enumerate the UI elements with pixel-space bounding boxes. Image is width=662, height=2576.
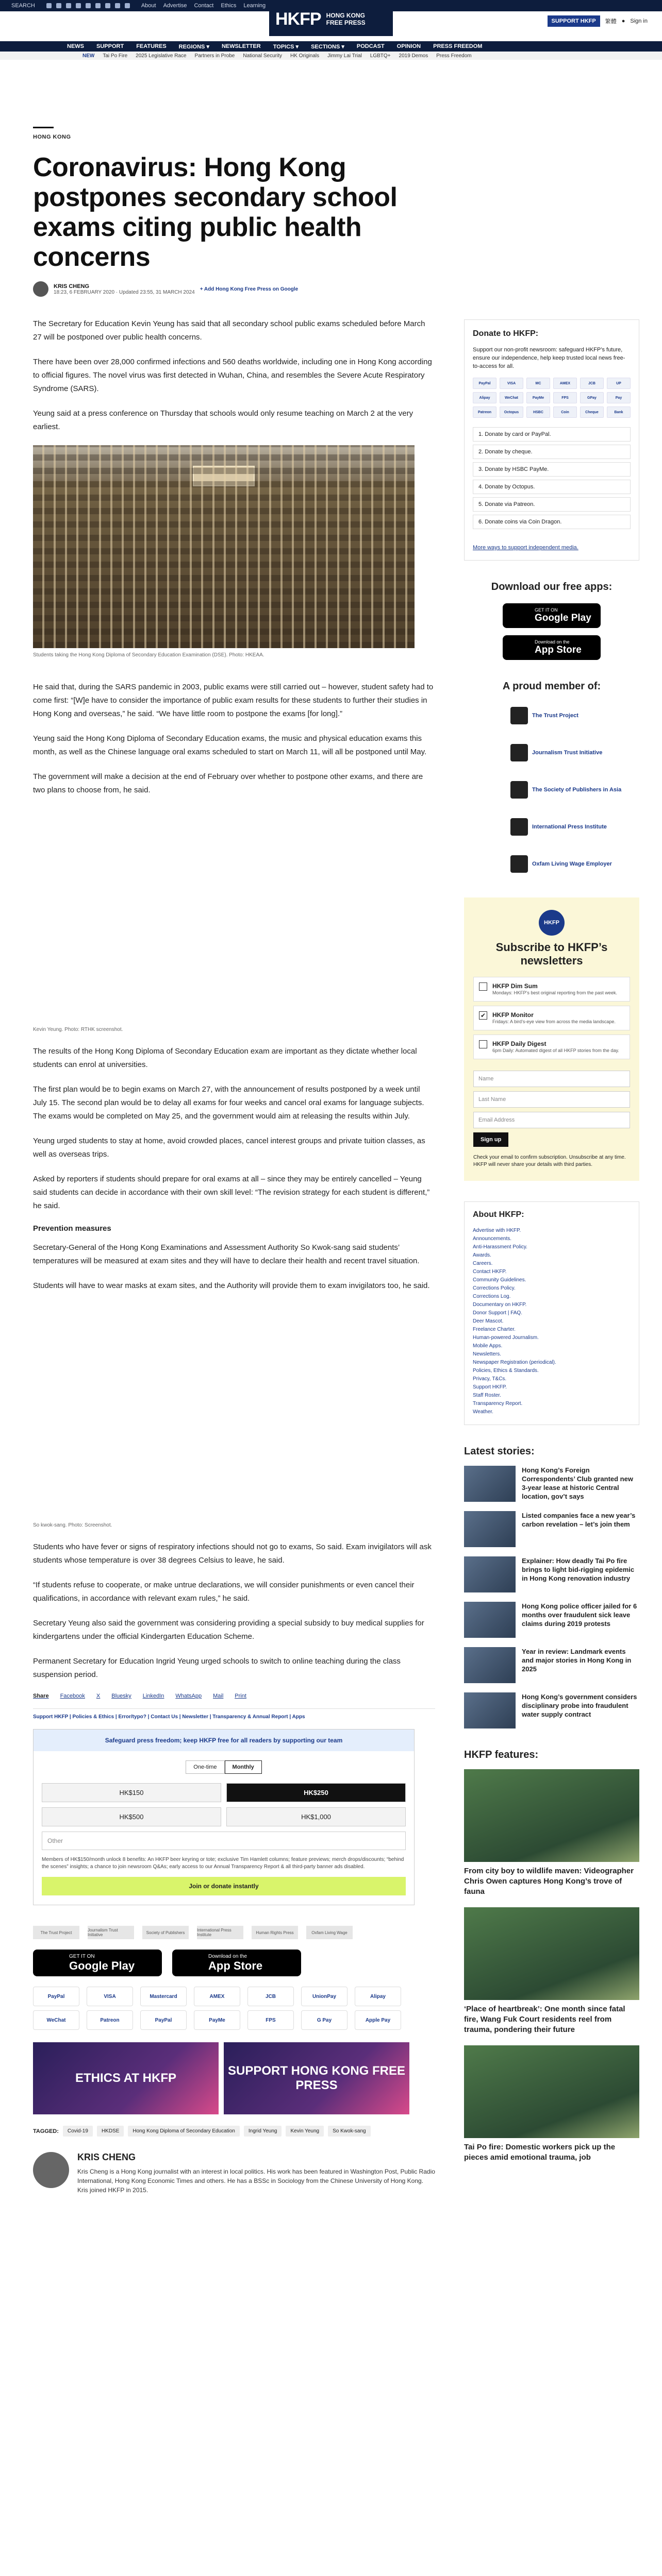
article-title: Coronavirus: Hong Kong postpones secondary school exams citing public health concerns <box>33 152 398 272</box>
payment-logo[interactable]: WeChat <box>33 2010 79 2030</box>
nav-item[interactable]: OPINION <box>396 43 421 49</box>
hkfp-badge: HKFP <box>539 910 565 936</box>
newsletter-note: Check your email to confirm subscription. Unsubscribe at any time. HKFP will never share your details with third parties. <box>473 1155 626 1167</box>
card-logo: PayPal <box>473 378 496 389</box>
payment-logo[interactable]: VISA <box>87 1987 133 2006</box>
badge-small: GET IT ON <box>535 607 558 613</box>
newsletter-option[interactable] <box>473 1035 630 1059</box>
last-name-input[interactable]: Last Name <box>473 1091 630 1108</box>
story-headline[interactable]: Listed companies face a new year’s carbon revelation – let’s join them <box>522 1512 636 1528</box>
bluesky-icon[interactable] <box>125 3 130 8</box>
paragraph: “If students refuse to cooperate, or make untrue declarations, we will consider punishments or even cancel their qualifications, in accordance with relevant exam rules,” he said. <box>33 1581 415 1603</box>
card-logo: AMEX <box>553 378 577 389</box>
author-box-name[interactable]: KRIS CHENG <box>77 2152 136 2162</box>
donation-method[interactable]: 3. Donate by HSBC PayMe. <box>473 462 631 477</box>
member-item[interactable] <box>510 703 639 728</box>
badge-big: Google Play <box>535 613 591 623</box>
payment-logo[interactable]: G Pay <box>301 2010 347 2030</box>
tag[interactable]: So Kwok-sang <box>328 2126 370 2137</box>
amount-option[interactable]: HK$150 <box>42 1783 221 1802</box>
jti-icon <box>510 744 528 761</box>
paragraph: He said that, during the SARS pandemic in 2003, public exams were still carried out – however, student safety had to come first: “[W]e have to consider the importance of public exam results for these students to further their studies in Hong Kong and overseas,” he said. “We have little room to postpone the exams [for long].” <box>33 683 434 718</box>
about-box <box>464 1201 639 1425</box>
badge-big: App Store <box>208 1959 263 1972</box>
amount-options <box>42 1783 406 1826</box>
paragraph: The Secretary for Education Kevin Yeung has said that all secondary school public exams scheduled before March 27 will be postponed over public health concerns. <box>33 319 425 342</box>
about-link[interactable]: Corrections Policy. <box>473 1285 516 1291</box>
story-thumbnail <box>464 1692 516 1728</box>
badge-small: Download on the <box>535 639 570 645</box>
share-label: Share <box>33 1693 49 1699</box>
nav-item[interactable]: PODCAST <box>356 43 385 49</box>
payment-logo[interactable]: Patreon <box>87 2010 133 2030</box>
about-link[interactable]: Policies, Ethics & Standards. <box>473 1368 539 1374</box>
donation-method[interactable]: 5. Donate via Patreon. <box>473 497 631 512</box>
member-item[interactable] <box>510 814 639 840</box>
about-link[interactable]: Contact HKFP. <box>473 1269 507 1275</box>
badge-big: App Store <box>535 645 582 655</box>
about-link[interactable]: Documentary on HKFP. <box>473 1302 527 1308</box>
paragraph: Asked by reporters if students should prepare for oral exams at all – since they may be entirely cancelled – Yeung said students can decide in accordance with their own skill level: “The revision strategy for each student is different,” he said. <box>33 1175 430 1210</box>
utility-link[interactable]: Contact <box>194 3 214 9</box>
member-list <box>464 703 639 877</box>
ethics-banner[interactable]: ETHICS AT HKFP <box>33 2042 219 2114</box>
paragraph: Yeung said the Hong Kong Diploma of Secondary Education exams, the music and physical education exams this month, as well as the Chinese language oral exams scheduled to start on March 11, will all be postponed until May. <box>33 734 427 756</box>
latest-story[interactable] <box>464 1466 639 1502</box>
author-avatar <box>33 281 48 297</box>
member-logo[interactable]: Society of Publishers <box>142 1926 189 1939</box>
member-logo[interactable]: Journalism Trust Initiative <box>88 1926 134 1939</box>
paragraph: The first plan would be to begin exams on March 27, with the announcement of results postponed by a week until July 15. The second plan would be to delay all exams for four weeks and cancel oral exams for language subjects. The exams would be completed on May 25, and the government would aim at releasing the results within July. <box>33 1085 424 1121</box>
app-store-button[interactable] <box>503 635 601 660</box>
membership-logos-row <box>33 1926 435 1939</box>
about-links <box>473 1227 631 1416</box>
telegram-icon[interactable] <box>115 3 120 8</box>
checkbox[interactable]: ✔ <box>479 1011 487 1020</box>
oxfam-icon <box>510 855 528 873</box>
paragraph: Yeung said at a press conference on Thursday that schools would only resume teaching on March 2 at the very earliest. <box>33 409 413 431</box>
feature-image <box>464 2045 639 2138</box>
member-name: The Society of Publishers in Asia <box>532 787 622 793</box>
support-button[interactable]: SUPPORT HKFP <box>548 15 600 27</box>
nav-item[interactable]: NEWSLETTER <box>221 43 261 49</box>
card-logo: Pay <box>607 392 631 403</box>
share-bluesky[interactable]: Bluesky <box>111 1693 131 1699</box>
share-x[interactable]: X <box>96 1693 101 1699</box>
share-facebook[interactable]: Facebook <box>60 1693 85 1699</box>
amount-option[interactable]: HK$500 <box>42 1807 221 1826</box>
whatsapp-icon[interactable] <box>105 3 110 8</box>
card-logo: VISA <box>500 378 523 389</box>
member-name: International Press Institute <box>532 824 607 830</box>
more-ways-link[interactable]: More ways to support independent media. <box>473 545 578 551</box>
nav-item[interactable]: SECTIONS ▾ <box>311 43 344 50</box>
payment-logo[interactable]: UnionPay <box>301 1987 347 2006</box>
member-logo[interactable]: Human Rights Press <box>252 1926 298 1939</box>
linkedin-icon[interactable] <box>86 3 91 8</box>
share-whatsapp[interactable]: WhatsApp <box>175 1693 202 1699</box>
option-desc: Mondays: HKFP’s best original reporting from the past week. <box>492 990 617 995</box>
payment-logo[interactable]: AMEX <box>194 1987 240 2006</box>
checkbox[interactable] <box>479 982 487 991</box>
payment-logo[interactable]: FPS <box>247 2010 294 2030</box>
payment-logo[interactable]: PayPal <box>33 1987 79 2006</box>
trending-link[interactable]: HK Originals <box>290 53 320 59</box>
site-logo[interactable] <box>269 2 393 36</box>
embed-caption: So kwok-sang. Photo: Screenshot. <box>33 1522 112 1528</box>
paragraph: Secretary Yeung also said the government was considering providing a special subsidy to buy medical supplies for kindergartens under the official Kindergarten Education Scheme. <box>33 1619 424 1641</box>
feature-headline[interactable]: From city boy to wildlife maven: Videographer Chris Owen captures Hong Kong’s trove of fauna <box>464 1867 634 1896</box>
paragraph: There have been over 28,000 confirmed infections and 560 deaths worldwide, including one in Hong Kong according to official figures. The novel virus was first detected in Wuhan, China, and resembles the Severe Acute Respiratory Syndrome (SARS). <box>33 358 432 393</box>
newsletter-option[interactable] <box>473 1006 630 1030</box>
member-item[interactable] <box>510 851 639 877</box>
article-column <box>33 134 435 2195</box>
payment-cards <box>473 378 631 418</box>
story-headline[interactable]: Hong Kong’s government considers disciplinary probe into fraudulent water supply contract <box>522 1693 637 1718</box>
donate-title: Donate to HKFP: <box>473 329 539 338</box>
feature-item[interactable] <box>464 1769 639 1897</box>
member-logo[interactable]: International Press Institute <box>197 1926 243 1939</box>
paragraph: Students will have to wear masks at exam sites, and the Authority will provide them to exam invigilators too, he said. <box>33 1281 430 1290</box>
story-thumbnail <box>464 1556 516 1592</box>
utility-link[interactable]: Ethics <box>221 3 237 9</box>
trending-link[interactable]: Jimmy Lai Trial <box>327 53 362 59</box>
donation-method[interactable]: 1. Donate by card or PayPal. <box>473 427 631 442</box>
trust-project-icon <box>510 707 528 724</box>
email-input[interactable]: Email Address <box>473 1112 630 1128</box>
about-link[interactable]: Advertise with HKFP. <box>473 1228 521 1233</box>
instagram-icon[interactable] <box>66 3 71 8</box>
trending-link[interactable]: Partners in Probe <box>194 53 235 59</box>
feature-item[interactable] <box>464 2045 639 2163</box>
badge-small: Download on the <box>208 1953 247 1959</box>
newsletter-title: Subscribe to HKFP’s newsletters <box>495 941 608 967</box>
badge-small: GET IT ON <box>69 1953 95 1959</box>
story-headline[interactable]: Explainer: How deadly Tai Po fire brings to light bid-rigging epidemic in Hong Kong renovation industry <box>522 1557 635 1582</box>
video-embed-placeholder[interactable] <box>33 1304 415 1520</box>
logo-line2: FREE PRESS <box>326 19 366 26</box>
story-thumbnail <box>464 1647 516 1683</box>
amount-option[interactable]: HK$250 <box>226 1783 406 1802</box>
trending-link[interactable]: National Security <box>243 53 282 59</box>
photo-caption: Students taking the Hong Kong Diploma of Secondary Education Examination (DSE). Photo: HKEAA. <box>33 652 264 658</box>
app-download-row <box>33 1950 435 1976</box>
about-link[interactable]: Staff Roster. <box>473 1393 501 1398</box>
paragraph: Yeung urged students to stay at home, avoid crowded places, cancel interest groups and private tuition classes, as well as overseas trips. <box>33 1137 425 1159</box>
x-icon[interactable] <box>46 3 52 8</box>
donation-methods <box>473 427 631 529</box>
about-link[interactable]: Deer Mascot. <box>473 1318 504 1324</box>
option-title: HKFP Daily Digest <box>492 1040 547 1047</box>
app-store-button[interactable] <box>172 1950 301 1976</box>
member-item[interactable] <box>510 740 639 766</box>
video-embed-placeholder[interactable] <box>33 808 415 1025</box>
card-logo: MC <box>526 378 550 389</box>
signup-button[interactable]: Sign up <box>473 1132 508 1147</box>
option-desc: Fridays: A bird’s-eye view from across the media landscape. <box>492 1019 616 1024</box>
freq-one-time[interactable]: One-time <box>186 1760 224 1774</box>
main-nav <box>0 41 662 52</box>
tag[interactable]: Ingrid Yeung <box>244 2126 282 2137</box>
share-bar <box>33 1693 435 1699</box>
signin-link[interactable]: Sign in <box>630 18 648 24</box>
author-bio: Kris Cheng is a Hong Kong journalist with an interest in local politics. His work has been featured in Washington Post, Public Radio International, Hong Kong Economic Times and others. He has a BSSc in Sociology from the Chinese University of Hong Kong. Kris joined HKFP in 2015. <box>77 2168 435 2194</box>
nav-item[interactable]: PRESS FREEDOM <box>433 43 483 49</box>
donation-method[interactable]: 6. Donate coins via Coin Dragon. <box>473 515 631 529</box>
payment-logo[interactable]: Apple Pay <box>355 2010 401 2030</box>
about-link[interactable]: Weather. <box>473 1409 493 1415</box>
about-link[interactable]: Announcements. <box>473 1236 512 1242</box>
member-name: Journalism Trust Initiative <box>532 750 603 756</box>
card-logo: Octopus <box>500 406 523 418</box>
author-box <box>33 2152 435 2195</box>
card-logo: PayMe <box>526 392 550 403</box>
about-link[interactable]: Privacy, T&Cs. <box>473 1376 507 1382</box>
card-logo: Alipay <box>473 392 496 403</box>
exam-hall-photo <box>33 445 415 648</box>
google-play-button[interactable] <box>503 603 601 628</box>
feature-headline[interactable]: Tai Po fire: Domestic workers pick up the pieces amid emotional trauma, job <box>464 2143 616 2162</box>
option-title: HKFP Monitor <box>492 1011 534 1019</box>
about-link[interactable]: Transparency Report. <box>473 1401 523 1406</box>
latest-title: Latest stories: <box>464 1446 535 1457</box>
feature-image <box>464 1769 639 1862</box>
option-title: HKFP Dim Sum <box>492 982 538 990</box>
utility-link[interactable]: About <box>141 3 156 9</box>
ipi-icon <box>510 818 528 836</box>
card-logo: GPay <box>580 392 604 403</box>
card-logo: FPS <box>553 392 577 403</box>
trending-bar <box>0 52 662 60</box>
checkbox[interactable] <box>479 1040 487 1048</box>
payment-logo[interactable]: JCB <box>247 1987 294 2006</box>
donation-widget <box>33 1729 415 1905</box>
share-linkedin[interactable]: LinkedIn <box>142 1693 164 1699</box>
about-link[interactable]: Support HKFP. <box>473 1384 507 1390</box>
trending-link[interactable]: 2025 Legislative Race <box>136 53 187 59</box>
tag[interactable]: Covid-19 <box>63 2126 93 2137</box>
tag[interactable]: Hong Kong Diploma of Secondary Education <box>128 2126 239 2137</box>
new-badge: NEW <box>82 53 95 59</box>
feature-item[interactable] <box>464 1907 639 2035</box>
story-thumbnail <box>464 1511 516 1547</box>
donate-text: Support our non-profit newsroom: safeguard HKFP’s future, ensure our independence, help keep trusted local news free-to-access for all. <box>473 347 625 369</box>
amount-option[interactable]: HK$1,000 <box>226 1807 406 1826</box>
about-link[interactable]: Mobile Apps. <box>473 1343 503 1349</box>
name-input[interactable]: Name <box>473 1071 630 1087</box>
share-mail[interactable]: Mail <box>213 1693 224 1699</box>
member-logo[interactable]: Oxfam Living Wage <box>306 1926 353 1939</box>
card-logo: Coin <box>553 406 577 418</box>
publish-date: 18:23, 6 FEBRUARY 2020 · Updated 23:55, 31 MARCH 2024 <box>54 289 195 295</box>
article-category[interactable]: HONG KONG <box>33 134 435 140</box>
trending-link[interactable]: Press Freedom <box>436 53 472 59</box>
about-link[interactable]: Human-powered Journalism. <box>473 1335 539 1341</box>
google-play-button[interactable] <box>33 1950 162 1976</box>
latest-story[interactable] <box>464 1556 639 1592</box>
about-link[interactable]: Newspaper Registration (periodical). <box>473 1360 556 1365</box>
facebook-icon[interactable] <box>56 3 61 8</box>
nav-item[interactable]: SUPPORT <box>96 43 124 49</box>
article-tags <box>33 2126 435 2137</box>
features-title: HKFP features: <box>464 1749 539 1760</box>
search-link[interactable]: SEARCH <box>11 3 35 9</box>
trending-link[interactable]: Tai Po Fire <box>103 53 128 59</box>
donation-method[interactable]: 2. Donate by cheque. <box>473 445 631 459</box>
rss-icon[interactable] <box>95 3 101 8</box>
nav-item[interactable]: TOPICS ▾ <box>273 43 299 50</box>
article-footer-links[interactable]: Support HKFP | Policies & Ethics | Error/typo? | Contact Us | Newsletter | Transparency & Annual Report | Apps <box>33 1708 435 1720</box>
card-logo: HSBC <box>526 406 550 418</box>
tag[interactable]: HKDSE <box>97 2126 124 2137</box>
latest-story[interactable] <box>464 1602 639 1638</box>
sidebar <box>464 319 639 2173</box>
card-logo: WeChat <box>500 392 523 403</box>
payment-logo[interactable]: PayPal <box>140 2010 187 2030</box>
badge-big: Google Play <box>69 1959 135 1972</box>
embed-caption: Kevin Yeung. Photo: RTHK screenshot. <box>33 1027 123 1032</box>
youtube-icon[interactable] <box>76 3 81 8</box>
paragraph: Students who have fever or signs of respiratory infections should not go to exams, So said. Exam invigilators will ask students whose temperature is over 38 degrees Celsius to leave, he said. <box>33 1543 432 1565</box>
latest-stories <box>464 1446 639 1728</box>
newsletter-option[interactable] <box>473 977 630 1002</box>
newsletter-box <box>464 897 639 1181</box>
card-logo: JCB <box>580 378 604 389</box>
feature-image <box>464 1907 639 2000</box>
other-amount-input[interactable]: Other <box>42 1832 406 1850</box>
option-desc: 6pm Daily: Automated digest of all HKFP stories from the day. <box>492 1048 619 1053</box>
payment-logo[interactable]: Alipay <box>355 1987 401 2006</box>
paragraph: Permanent Secretary for Education Ingrid Yeung urged schools to switch to online teaching during the class suspension period. <box>33 1657 401 1679</box>
about-link[interactable]: Community Guidelines. <box>473 1277 526 1283</box>
frequency-toggle <box>42 1760 406 1774</box>
payment-logo[interactable]: Mastercard <box>140 1987 187 2006</box>
story-headline[interactable]: Hong Kong’s Foreign Correspondents’ Club granted new 3-year lease at historic Central location, gov’t says <box>522 1466 633 1500</box>
trending-link[interactable]: LGBTQ+ <box>370 53 391 59</box>
member-title: A proud member of: <box>502 681 601 692</box>
about-link[interactable]: Donor Support | FAQ. <box>473 1310 522 1316</box>
card-logo: Patreon <box>473 406 496 418</box>
member-name: The Trust Project <box>532 713 578 719</box>
utility-link[interactable]: Advertise <box>163 3 187 9</box>
user-icon[interactable]: ● <box>621 18 625 24</box>
apps-title: Download our free apps: <box>491 581 613 592</box>
latest-story[interactable] <box>464 1511 639 1547</box>
donate-sidebar-box <box>464 319 639 561</box>
paragraph: The results of the Hong Kong Diploma of Secondary Education exam are important as they dictate whether local students can enrol at universities. <box>33 1047 417 1069</box>
about-link[interactable]: Freelance Charter. <box>473 1327 516 1332</box>
support-banner[interactable]: SUPPORT HONG KONG FREE PRESS <box>224 2042 409 2114</box>
author-name[interactable]: KRIS CHENG <box>54 283 90 290</box>
donation-heading: Safeguard press freedom; keep HKFP free for all readers by supporting our team <box>34 1730 414 1751</box>
story-headline[interactable]: Year in review: Landmark events and major stories in Hong Kong in 2025 <box>522 1648 632 1673</box>
features-section <box>464 1749 639 2163</box>
tags-label: TAGGED: <box>33 2128 59 2134</box>
about-link[interactable]: Newsletters. <box>473 1351 502 1357</box>
about-link[interactable]: Careers. <box>473 1261 493 1266</box>
utility-link[interactable]: Learning <box>243 3 266 9</box>
join-donate-button[interactable]: Join or donate instantly <box>42 1877 406 1895</box>
nav-item[interactable]: FEATURES <box>136 43 167 49</box>
freq-monthly[interactable]: Monthly <box>225 1760 262 1774</box>
latest-story[interactable] <box>464 1647 639 1683</box>
share-print[interactable]: Print <box>235 1693 246 1699</box>
trending-link[interactable]: 2019 Demos <box>399 53 428 59</box>
card-logo: Bank <box>607 406 631 418</box>
member-name: Oxfam Living Wage Employer <box>532 861 612 867</box>
card-logo: UP <box>607 378 631 389</box>
tag[interactable]: Kevin Yeung <box>286 2126 324 2137</box>
paragraph: Secretary-General of the Hong Kong Examinations and Assessment Authority So Kwok-sang said students’ temperatures will be measured at exam sites and they will have to declare their health and recent travel situation. <box>33 1243 420 1265</box>
member-item[interactable] <box>510 777 639 803</box>
logo-mark: HKFP <box>275 9 321 29</box>
story-thumbnail <box>464 1466 516 1502</box>
payment-logo[interactable]: PayMe <box>194 2010 240 2030</box>
promo-banners <box>33 2042 435 2114</box>
nav-item[interactable]: REGIONS ▾ <box>178 43 209 50</box>
member-logo[interactable]: The Trust Project <box>33 1926 79 1939</box>
feature-headline[interactable]: ‘Place of heartbreak’: One month since fatal fire, Wang Fuk Court residents reel from trauma, pondering their future <box>464 2005 625 2034</box>
about-link[interactable]: Awards. <box>473 1252 491 1258</box>
latest-story[interactable] <box>464 1692 639 1728</box>
card-logo: Cheque <box>580 406 604 418</box>
membership-note: Members of HK$150/month unlock 8 benefits: An HKFP beer keyring or tote; exclusive Tim Hamlett columns; feature previews; merch drops/discounts; “behind the scenes” insights; a chance to join newsroom Q&As; early access to our Annual Transparency Report & all third-party banner ads disabled. <box>42 1857 404 1870</box>
language-switch[interactable]: 繁體 <box>605 19 617 25</box>
section-heading: Prevention measures <box>33 1224 111 1233</box>
nav-item[interactable]: NEWS <box>67 43 84 49</box>
logo-line1: HONG KONG <box>326 12 365 19</box>
story-headline[interactable]: Hong Kong police officer jailed for 6 months over fraudulent sick leave claims during 2019 protests <box>522 1602 637 1628</box>
about-link[interactable]: Corrections Log. <box>473 1294 511 1299</box>
about-link[interactable]: Anti-Harassment Policy. <box>473 1244 527 1250</box>
donation-method[interactable]: 4. Donate by Octopus. <box>473 480 631 494</box>
about-title: About HKFP: <box>473 1210 524 1219</box>
author-avatar <box>33 2152 69 2188</box>
paragraph: The government will make a decision at the end of February over whether to postpone other exams, and there are two plans to choose from, he said. <box>33 772 423 794</box>
story-thumbnail <box>464 1602 516 1638</box>
sopa-icon <box>510 781 528 799</box>
social-icons <box>46 3 130 8</box>
payment-methods <box>33 1987 435 2030</box>
google-news-link[interactable]: + Add Hong Kong Free Press on Google <box>200 286 299 292</box>
byline <box>33 281 435 297</box>
